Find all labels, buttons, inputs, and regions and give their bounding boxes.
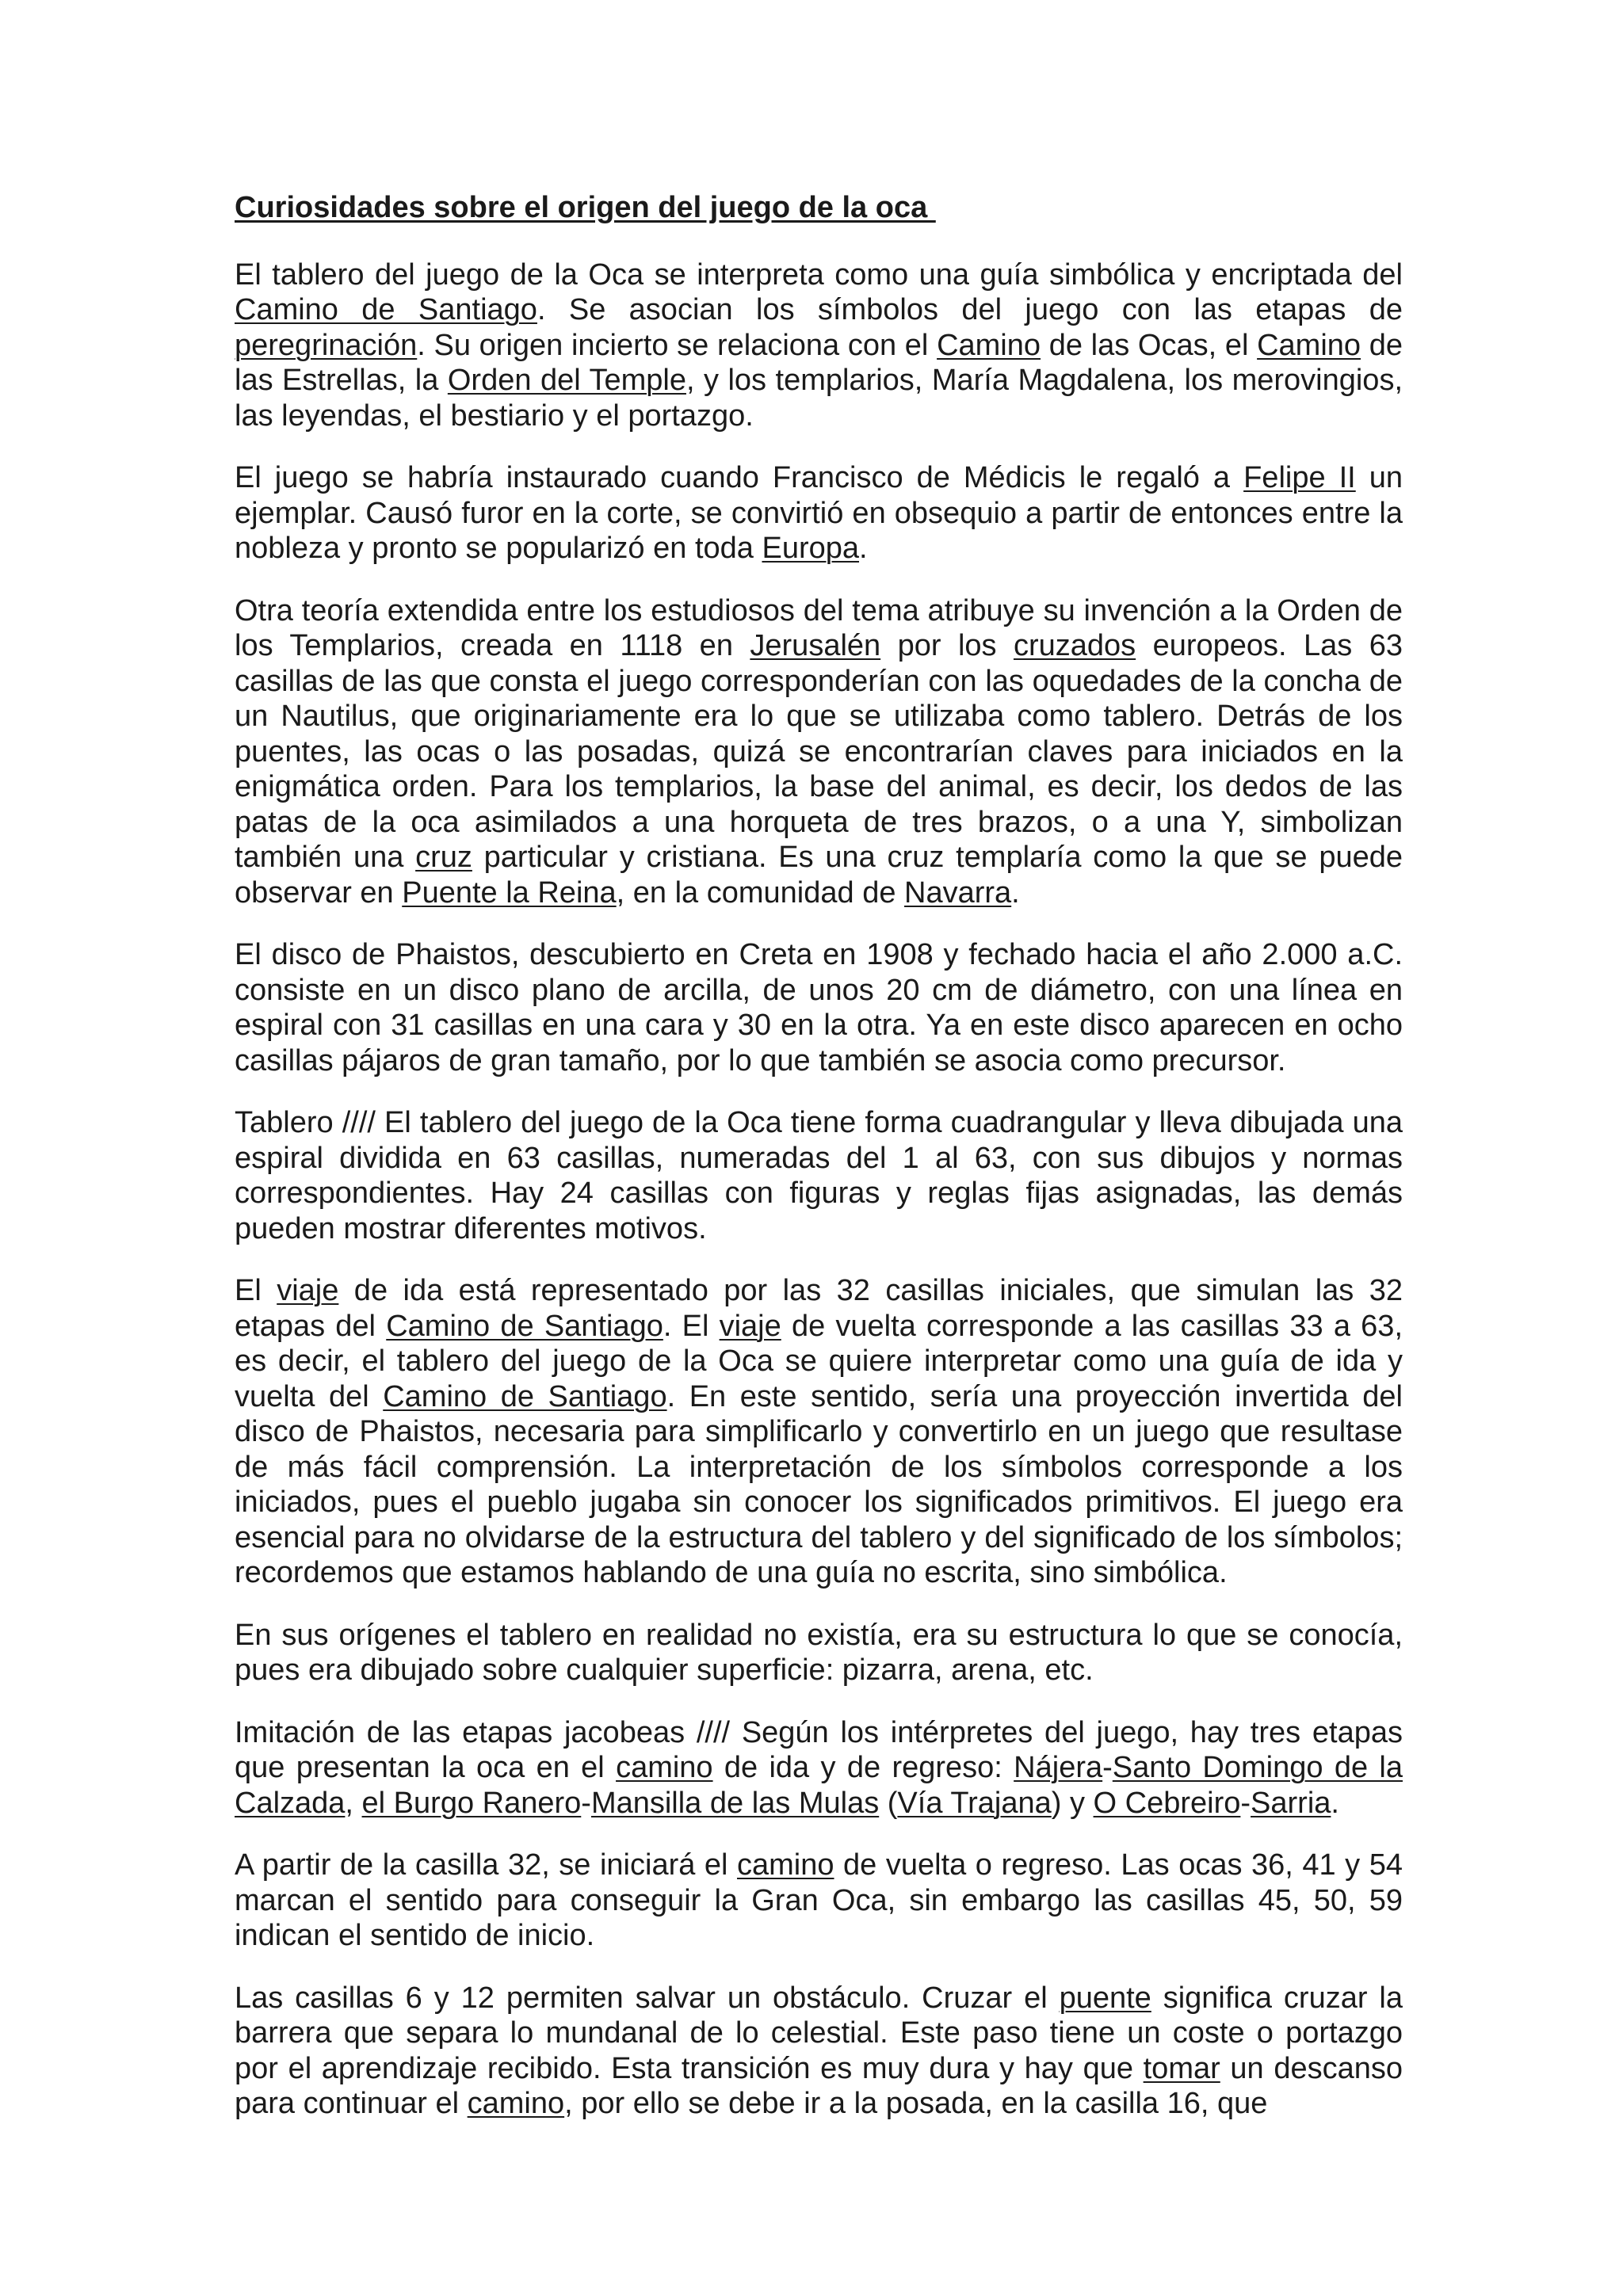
text-run: . — [1331, 1786, 1339, 1820]
text-run: El juego se habría instaurado cuando Francisco de Médicis le regaló a — [235, 461, 1244, 494]
document-page — [235, 190, 1403, 2149]
text-run: significa cruzar la barrera que separa lo mundanal de lo celestial. Este paso tiene un coste o portazgo por el aprendizaje recibido. Esta transición es muy dura y hay que — [235, 1981, 1403, 2085]
text-link[interactable]: Camino de Santiago — [235, 293, 537, 326]
text-link[interactable]: puente — [1059, 1981, 1151, 2015]
text-run: , y los templarios, María Magdalena, los merovingios, las leyendas, el bestiario y el portazgo. — [235, 364, 1403, 433]
text-link[interactable]: Europa — [762, 532, 860, 565]
document-title: Curiosidades sobre el origen del juego de la oca — [235, 191, 936, 224]
text-link[interactable]: Puente la Reina — [402, 875, 617, 910]
document-body — [235, 257, 1403, 2122]
text-run: En sus orígenes el tablero en realidad no existía, era su estructura lo que se conocía, pues era dibujado sobre cualquier superficie: pizarra, arena, etc. — [235, 1618, 1403, 1687]
text-run: de las Ocas, el — [1041, 328, 1258, 362]
text-run: - — [1102, 1751, 1113, 1784]
text-link[interactable]: Santo Domingo de la Calzada — [235, 1751, 1403, 1820]
text-run: El — [235, 1274, 277, 1307]
text-run: . — [859, 532, 868, 565]
text-run: El disco de Phaistos, descubierto en Creta en 1908 y fechado hacia el año 2.000 a.C. consiste en un disco plano de arcilla, de unos 20 cm de diámetro, con una línea en espiral con 31 casillas en una cara y 30 en la otra. Ya en este disco aparecen en ocho casillas pájaros de gran tamaño, por lo que también se asocia como precursor. — [235, 938, 1403, 1077]
text-link[interactable]: Felipe II — [1243, 461, 1356, 494]
paragraph — [235, 257, 1403, 434]
text-run: de vuelta corresponde a las casillas 33 a 63, es decir, el tablero del juego de la Oca se quiere interpretar como una guía de ida y vuelta del — [235, 1309, 1403, 1413]
paragraph — [235, 460, 1403, 566]
text-link[interactable]: peregrinación — [235, 328, 418, 362]
text-link[interactable]: O Cebreiro — [1093, 1786, 1241, 1820]
text-run: de ida está representado por las 32 casillas iniciales, que simulan las 32 etapas del — [235, 1274, 1403, 1343]
text-run: Imitación de las etapas jacobeas //// Según los intérpretes del juego, hay tres etapas que presentan la oca en el — [235, 1715, 1403, 1784]
text-run: El tablero del juego de la Oca se interpreta como una guía simbólica y encriptada del — [235, 257, 1403, 292]
paragraph — [235, 593, 1403, 911]
text-run: de vuelta o regreso. Las ocas 36, 41 y 54 marcan el sentido para conseguir la Gran Oca, sin embargo las casillas 45, 50, 59 indican el sentido de inicio. — [235, 1848, 1403, 1952]
text-run: - — [1240, 1786, 1251, 1820]
text-link[interactable]: Camino — [1257, 328, 1361, 362]
text-link[interactable]: cruzados — [1013, 629, 1136, 662]
text-link[interactable]: el Burgo Ranero — [361, 1786, 582, 1820]
text-run: un descanso para continuar el — [235, 2051, 1403, 2120]
paragraph — [235, 1618, 1403, 1688]
text-run: ) y — [1051, 1786, 1094, 1820]
text-run: de ida y de regreso: — [712, 1751, 1014, 1784]
text-link[interactable]: Camino — [937, 328, 1041, 362]
text-link[interactable]: Camino de Santiago — [386, 1309, 663, 1343]
text-run: ( — [879, 1786, 898, 1820]
paragraph — [235, 1273, 1403, 1591]
text-run: particular y cristiana. Es una cruz templaría como la que se puede observar en — [235, 841, 1403, 910]
text-run: . — [1011, 875, 1020, 910]
text-run: Tablero //// El tablero del juego de la Oca tiene forma cuadrangular y lleva dibujada una espiral dividida en 63 casillas, numeradas del 1 al 63, con sus dibujos y normas correspondientes. Hay 24 casillas con figuras y reglas fijas asignadas, las demás pueden mostrar diferentes motivos. — [235, 1106, 1403, 1245]
text-link[interactable]: viaje — [719, 1309, 781, 1343]
text-link[interactable]: camino — [737, 1848, 834, 1882]
text-link[interactable]: camino — [616, 1751, 713, 1784]
text-run: europeos. Las 63 casillas de las que consta el juego corresponderían con las oquedades de la concha de un Nautilus, que originariamente era lo que se utilizaba como tablero. Detrás de los puentes, las ocas o las posadas, quizá se encontrarían claves para iniciados en la enigmática orden. Para los templarios, la base del animal, es decir, los dedos de las patas de la oca asimilados a una horqueta de tres brazos, o a una Y, simbolizan también una — [235, 629, 1403, 874]
text-link[interactable]: camino — [467, 2087, 565, 2120]
text-link[interactable]: Mansilla de las Mulas — [590, 1786, 880, 1820]
text-link[interactable]: Navarra — [904, 875, 1012, 910]
text-run: , por ello se debe ir a la posada, en la casilla 16, que — [564, 2087, 1268, 2120]
text-run: de las Estrellas, la — [235, 328, 1403, 397]
text-link[interactable]: Nájera — [1014, 1751, 1103, 1784]
text-link[interactable]: Jerusalén — [750, 629, 881, 662]
text-run: . En este sentido, sería una proyección invertida del disco de Phaistos, necesaria para simplificarlo y convertirlo en un juego que resultase de más fácil comprensión. La interpretación de los símbolos corresponde a los iniciados, pues el pueblo jugaba sin conocer los significados primitivos. El juego era esencial para no olvidarse de la estructura del tablero y del significado de los símbolos; recordemos que estamos hablando de una guía no escrita, sino simbólica. — [235, 1379, 1403, 1589]
text-run: un ejemplar. Causó furor en la corte, se convirtió en obsequio a partir de entonces entre la nobleza y pronto se popularizó en toda — [235, 461, 1403, 565]
text-run: , — [345, 1786, 362, 1820]
text-link[interactable]: tomar — [1143, 2051, 1220, 2085]
text-run: Las casillas 6 y 12 permiten salvar un obstáculo. Cruzar el — [235, 1981, 1060, 2015]
paragraph — [235, 1715, 1403, 1821]
text-run: . Su origen incierto se relaciona con el — [417, 328, 938, 362]
text-run: . Se asocian los símbolos del juego con las etapas de — [537, 293, 1403, 326]
text-link[interactable]: viaje — [277, 1274, 339, 1307]
text-run: Otra teoría extendida entre los estudiosos del tema atribuye su invención a la Orden de los Templarios, creada en 1118 en — [235, 593, 1403, 662]
text-run: por los — [880, 629, 1014, 662]
paragraph — [235, 1105, 1403, 1246]
text-run: A partir de la casilla 32, se iniciará el — [235, 1848, 738, 1882]
text-link[interactable]: Camino de Santiago — [383, 1379, 667, 1413]
paragraph — [235, 937, 1403, 1078]
text-link[interactable]: Vía Trajana — [897, 1786, 1052, 1820]
text-run: . El — [663, 1309, 720, 1343]
paragraph — [235, 1981, 1403, 2122]
text-link[interactable]: Sarria — [1251, 1786, 1331, 1820]
text-run: - — [581, 1786, 591, 1820]
text-link[interactable]: Orden del Temple — [447, 364, 686, 397]
text-run: , en la comunidad de — [616, 875, 905, 910]
text-link[interactable]: cruz — [415, 841, 472, 874]
paragraph — [235, 1848, 1403, 1954]
